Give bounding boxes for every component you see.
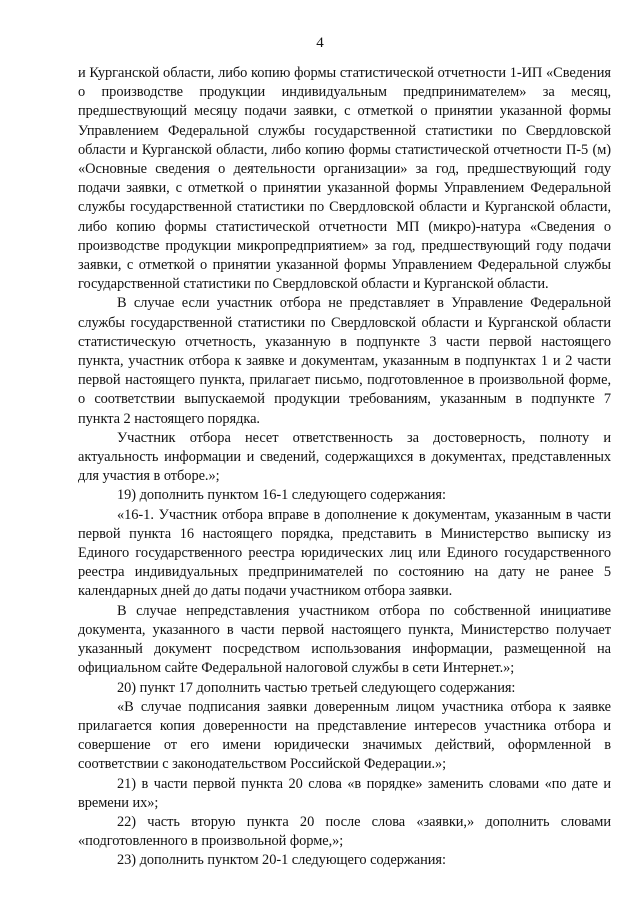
paragraph-item-22: 22) часть вторую пункта 20 после слова «заявки,» дополнить словами «подготовленного в произвольной форме,»; xyxy=(78,813,611,850)
paragraph-continuation: и Курганской области, либо копию формы статистической отчетности 1-ИП «Сведения о производстве продукции индивидуальным предпринимателем» за месяц, предшествующий месяцу подачи заявки, с отметкой о принятии указанной формы Управлением Федеральной службы государственной статистики по Свердловской области и Курганской области, либо копию формы статистической отчетности П-5 (м) «Основные сведения о деятельности организации» за год, предшествующий году подачи заявки, с отметкой о принятии указанной формы Управлением Федеральной службы государственной статистики по Свердловской области и Курганской области, либо копию формы статистической отчетности МП (микро)-натура «Сведения о производстве продукции микропредприятием» за год, предшествующий году подачи заявки, с отметкой о принятии указанной формы Управлением Федеральной службы государственной статистики по Свердловской области и Курганской области. xyxy=(78,65,611,293)
page-number: 4 xyxy=(316,35,324,51)
paragraph-item-21: 21) в части первой пункта 20 слова «в порядке» заменить словами «по дате и времени их»; xyxy=(78,775,611,811)
paragraph-item-20: 20) пункт 17 дополнить частью третьей следующего содержания: xyxy=(117,679,516,696)
paragraph-statistics-exception: В случае если участник отбора не представляет в Управление Федеральной службы государственной статистики по Свердловской области и Курганской области статистическую отчетность, указанную в подпункте 3 части первой настоящего пункта, участник отбора к заявке и документам, указанным в подпунктах 1 и 2 части первой настоящего пункта, прилагает письмо, подготовленное в произвольной форме, о соответствии выпускаемой продукции требованиям, указанным в подпункте 7 пункта 2 настоящего порядка. xyxy=(78,295,611,427)
paragraph-item-23: 23) дополнить пунктом 20-1 следующего содержания: xyxy=(117,852,446,869)
document-body xyxy=(78,64,611,871)
paragraph-point-16-1: «16-1. Участник отбора вправе в дополнение к документам, указанным в части первой пункта 16 настоящего порядка, представить в Министерство выписку из Единого государственного реестра юридических лиц или Единого государственного реестра индивидуальных предпринимателей по состоянию на дату не ранее 5 календарных дней до даты подачи участником отбора заявки. xyxy=(78,506,611,600)
paragraph-non-submission: В случае непредставления участником отбора по собственной инициативе документа, указанного в части первой настоящего пункта, Министерство получает указанный документ посредством использования информации, размещенной на официальном сайте Федеральной налоговой службы в сети Интернет.»; xyxy=(78,602,611,677)
paragraph-power-of-attorney: «В случае подписания заявки доверенным лицом участника отбора к заявке прилагается копия доверенности на представление интересов участника отбора и совершение от его имени юридически значимых действий, оформленной в соответствии с законодательством Российской Федерации.»; xyxy=(78,698,611,773)
paragraph-item-19: 19) дополнить пунктом 16-1 следующего содержания: xyxy=(117,487,446,504)
paragraph-responsibility: Участник отбора несет ответственность за достоверность, полноту и актуальность информации и сведений, содержащихся в документах, представленных для участия в отборе.»; xyxy=(78,429,611,485)
